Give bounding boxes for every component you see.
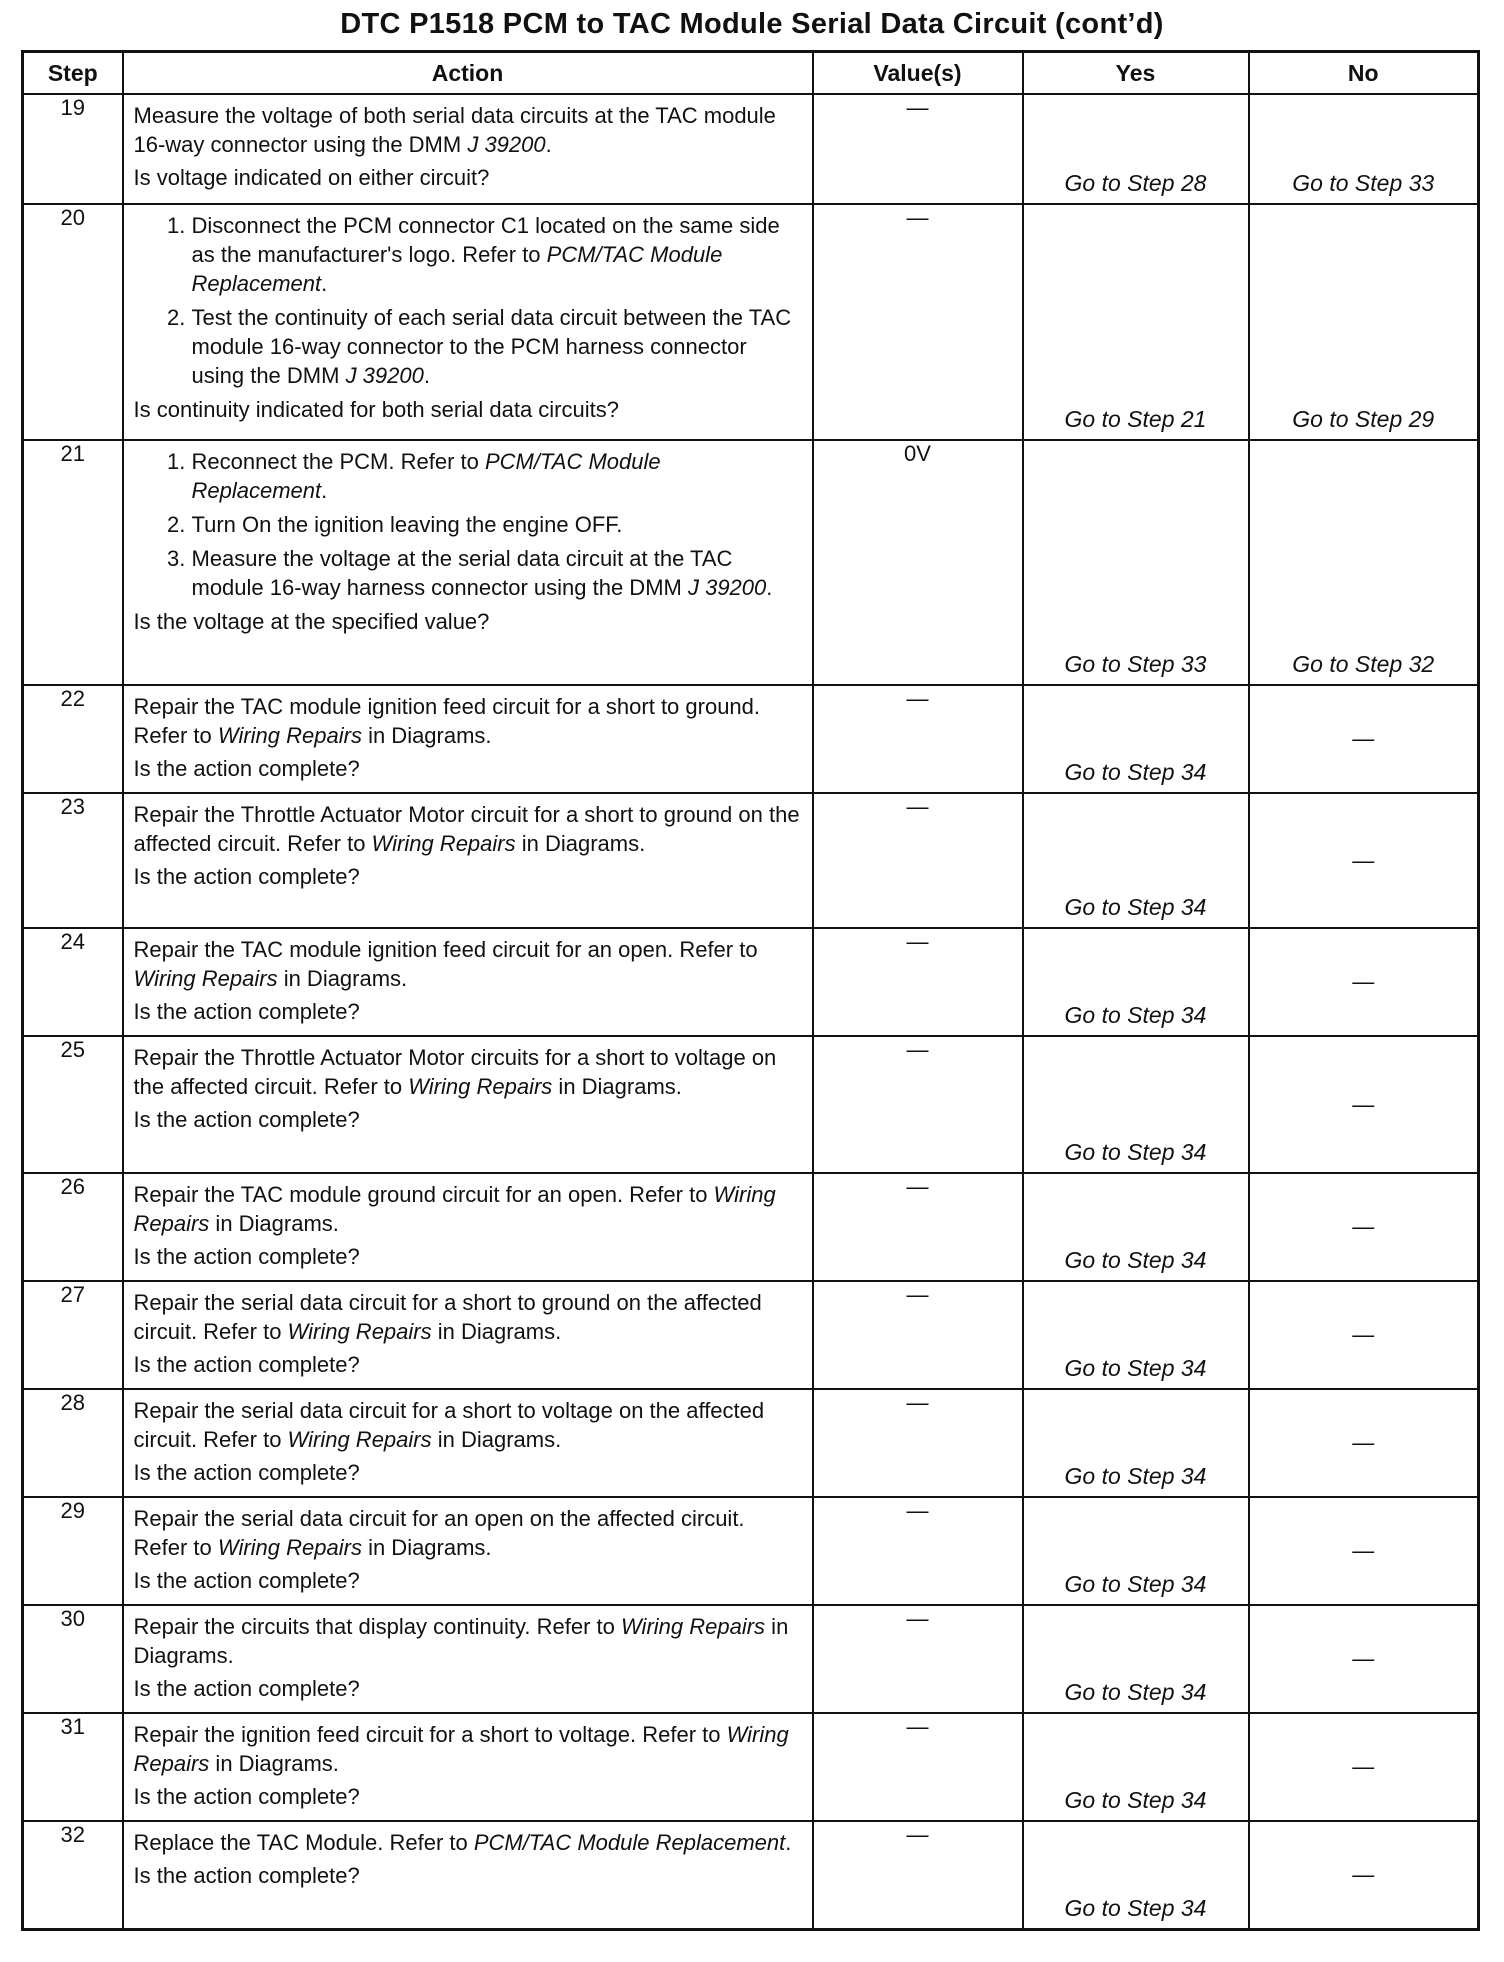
yes-cell	[1023, 928, 1249, 1036]
table-row	[23, 685, 1479, 793]
action-question: Is the action complete?	[133, 1107, 360, 1132]
yes-goto: Go to Step 34	[1064, 1894, 1207, 1921]
yes-cell	[1023, 1605, 1249, 1713]
value-cell: —	[813, 204, 1023, 440]
header-step: Step	[23, 52, 123, 95]
action-question: Is the action complete?	[133, 999, 360, 1024]
action-cell	[123, 440, 813, 685]
no-dash: —	[1352, 1214, 1375, 1239]
value-cell: —	[813, 685, 1023, 793]
step-number: 19	[23, 94, 123, 204]
action-cell	[123, 94, 813, 204]
action-question: Is the voltage at the specified value?	[133, 609, 490, 634]
action-cell	[123, 685, 813, 793]
yes-cell	[1023, 204, 1249, 440]
yes-cell	[1023, 793, 1249, 928]
action-text: Repair the Throttle Actuator Motor circuit for a short to ground on the affected circuit. Refer to Wiring Repairs in Diagrams.	[133, 802, 800, 856]
action-text: Replace the TAC Module. Refer to PCM/TAC Module Replacement.	[133, 1830, 792, 1855]
yes-goto: Go to Step 34	[1064, 1355, 1207, 1381]
no-goto: Go to Step 32	[1292, 651, 1435, 677]
value-cell: —	[813, 793, 1023, 928]
value-cell: —	[813, 1036, 1023, 1173]
yes-cell	[1023, 1036, 1249, 1173]
action-text: Repair the circuits that display continuity. Refer to Wiring Repairs in Diagrams.	[133, 1614, 789, 1668]
action-text: Repair the serial data circuit for a short to ground on the affected circuit. Refer to Wiring Repairs in Diagrams.	[133, 1290, 762, 1344]
action-text: Repair the Throttle Actuator Motor circuits for a short to voltage on the affected circuit. Refer to Wiring Repairs in Diagrams.	[133, 1045, 777, 1099]
no-cell	[1249, 1173, 1479, 1281]
value-cell: —	[813, 1173, 1023, 1281]
no-dash: —	[1352, 1091, 1375, 1117]
action-cell	[123, 1497, 813, 1605]
table-row	[23, 1605, 1479, 1713]
action-question: Is the action complete?	[133, 1352, 360, 1377]
action-step-item: 1. Disconnect the PCM connector C1 located on the same side as the manufacturer's logo. Refer to PCM/TAC Module Replacement.	[192, 211, 802, 298]
action-step-item: 2. Turn On the ignition leaving the engine OFF.	[192, 510, 802, 539]
no-goto: Go to Step 33	[1292, 170, 1435, 196]
header-row	[23, 52, 1479, 95]
value-cell: —	[813, 928, 1023, 1036]
no-cell	[1249, 1389, 1479, 1497]
table-row	[23, 204, 1479, 440]
table-row	[23, 94, 1479, 204]
action-cell	[123, 793, 813, 928]
action-text: Repair the TAC module ignition feed circuit for a short to ground. Refer to Wiring Repairs in Diagrams.	[133, 694, 761, 748]
action-question: Is the action complete?	[133, 1676, 360, 1701]
action-step-item: 2. Test the continuity of each serial data circuit between the TAC module 16-way connector to the PCM harness connector using the DMM J 39200.	[192, 303, 802, 390]
action-cell	[123, 1713, 813, 1821]
value-cell: —	[813, 1605, 1023, 1713]
value-cell: —	[813, 94, 1023, 204]
yes-cell	[1023, 1821, 1249, 1929]
yes-cell	[1023, 1173, 1249, 1281]
table-row	[23, 1713, 1479, 1821]
action-question: Is the action complete?	[133, 864, 360, 889]
no-cell	[1249, 928, 1479, 1036]
yes-goto: Go to Step 34	[1064, 1787, 1207, 1813]
table-row	[23, 793, 1479, 928]
action-question: Is voltage indicated on either circuit?	[133, 165, 490, 190]
action-text: Repair the serial data circuit for an open on the affected circuit. Refer to Wiring Repairs in Diagrams.	[133, 1506, 745, 1560]
table-row	[23, 928, 1479, 1036]
no-cell	[1249, 1821, 1479, 1929]
no-cell	[1249, 1713, 1479, 1821]
step-number: 30	[23, 1605, 123, 1713]
step-number: 32	[23, 1821, 123, 1929]
action-question: Is continuity indicated for both serial data circuits?	[133, 397, 619, 422]
no-dash: —	[1352, 969, 1375, 994]
yes-cell	[1023, 440, 1249, 685]
yes-cell	[1023, 1281, 1249, 1389]
yes-cell	[1023, 685, 1249, 793]
action-cell	[123, 1389, 813, 1497]
yes-goto: Go to Step 33	[1064, 651, 1207, 677]
yes-goto: Go to Step 28	[1064, 170, 1207, 196]
action-step-item: 1. Reconnect the PCM. Refer to PCM/TAC Module Replacement.	[192, 447, 802, 505]
step-number: 24	[23, 928, 123, 1036]
header-yes: Yes	[1023, 52, 1249, 95]
no-cell	[1249, 1497, 1479, 1605]
dtc-table	[21, 50, 1480, 1931]
no-cell	[1249, 685, 1479, 793]
value-cell: —	[813, 1281, 1023, 1389]
action-question: Is the action complete?	[133, 1568, 360, 1593]
action-cell	[123, 204, 813, 440]
value-cell: 0V	[813, 440, 1023, 685]
action-text: Repair the ignition feed circuit for a short to voltage. Refer to Wiring Repairs in Diagrams.	[133, 1722, 789, 1776]
step-number: 23	[23, 793, 123, 928]
table-row	[23, 440, 1479, 685]
no-dash: —	[1352, 1754, 1375, 1779]
yes-goto: Go to Step 34	[1064, 1139, 1207, 1165]
yes-goto: Go to Step 34	[1064, 894, 1207, 920]
action-cell	[123, 928, 813, 1036]
no-cell	[1249, 1036, 1479, 1173]
action-question: Is the action complete?	[133, 1244, 360, 1269]
yes-goto: Go to Step 21	[1064, 406, 1207, 432]
yes-goto: Go to Step 34	[1064, 1463, 1207, 1489]
action-cell	[123, 1036, 813, 1173]
no-cell	[1249, 94, 1479, 204]
action-question: Is the action complete?	[133, 1460, 360, 1485]
step-number: 27	[23, 1281, 123, 1389]
table-row	[23, 1497, 1479, 1605]
step-number: 20	[23, 204, 123, 440]
action-question: Is the action complete?	[133, 756, 360, 781]
table-row	[23, 1281, 1479, 1389]
step-number: 31	[23, 1713, 123, 1821]
no-cell	[1249, 204, 1479, 440]
table-row	[23, 1821, 1479, 1929]
action-cell	[123, 1281, 813, 1389]
yes-goto: Go to Step 34	[1064, 1679, 1207, 1705]
yes-goto: Go to Step 34	[1064, 1247, 1207, 1273]
action-text: Repair the serial data circuit for a short to voltage on the affected circuit. Refer to Wiring Repairs in Diagrams.	[133, 1398, 765, 1452]
header-values: Value(s)	[813, 52, 1023, 95]
table-row	[23, 1173, 1479, 1281]
action-question: Is the action complete?	[133, 1784, 360, 1809]
step-number: 28	[23, 1389, 123, 1497]
value-cell: —	[813, 1821, 1023, 1929]
no-cell	[1249, 793, 1479, 928]
action-text: Repair the TAC module ground circuit for an open. Refer to Wiring Repairs in Diagrams.	[133, 1182, 776, 1236]
page-title: DTC P1518 PCM to TAC Module Serial Data Circuit (cont’d)	[340, 8, 1164, 40]
step-number: 22	[23, 685, 123, 793]
no-goto: Go to Step 29	[1292, 406, 1435, 432]
action-text: Repair the TAC module ignition feed circuit for an open. Refer to Wiring Repairs in Diagrams.	[133, 937, 758, 991]
action-question: Is the action complete?	[133, 1863, 360, 1888]
table-row	[23, 1389, 1479, 1497]
step-number: 29	[23, 1497, 123, 1605]
no-dash: —	[1352, 847, 1375, 873]
yes-cell	[1023, 94, 1249, 204]
header-no: No	[1249, 52, 1479, 95]
no-dash: —	[1352, 1322, 1375, 1347]
step-number: 25	[23, 1036, 123, 1173]
no-dash: —	[1352, 1646, 1375, 1671]
action-text: Measure the voltage of both serial data circuits at the TAC module 16-way connector using the DMM J 39200.	[133, 103, 776, 157]
step-number: 21	[23, 440, 123, 685]
no-dash: —	[1352, 726, 1375, 751]
action-steps	[134, 447, 802, 602]
action-cell	[123, 1605, 813, 1713]
no-cell	[1249, 440, 1479, 685]
no-cell	[1249, 1281, 1479, 1389]
action-cell	[123, 1173, 813, 1281]
action-step-item: 3. Measure the voltage at the serial data circuit at the TAC module 16-way harness connector using the DMM J 39200.	[192, 544, 802, 602]
table-row	[23, 1036, 1479, 1173]
action-steps	[134, 211, 802, 390]
no-dash: —	[1352, 1430, 1375, 1455]
no-dash: —	[1352, 1538, 1375, 1563]
step-number: 26	[23, 1173, 123, 1281]
yes-cell	[1023, 1389, 1249, 1497]
yes-goto: Go to Step 34	[1064, 1002, 1207, 1028]
yes-goto: Go to Step 34	[1064, 1571, 1207, 1597]
yes-cell	[1023, 1497, 1249, 1605]
header-action: Action	[123, 52, 813, 95]
action-cell	[123, 1821, 813, 1929]
no-dash: —	[1352, 1861, 1375, 1887]
value-cell: —	[813, 1389, 1023, 1497]
value-cell: —	[813, 1497, 1023, 1605]
value-cell: —	[813, 1713, 1023, 1821]
no-cell	[1249, 1605, 1479, 1713]
yes-cell	[1023, 1713, 1249, 1821]
yes-goto: Go to Step 34	[1064, 759, 1207, 785]
